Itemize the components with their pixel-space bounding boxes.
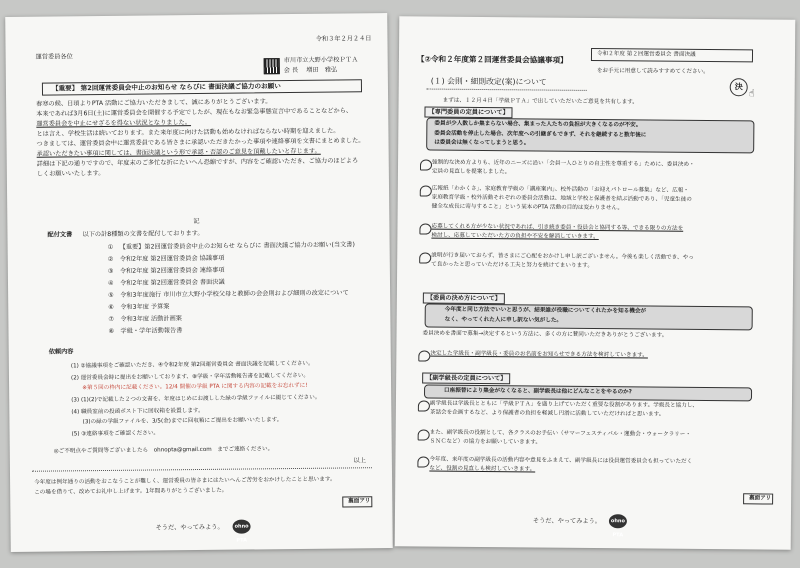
doc-title: 【重要】 第2回運営委員会中止のお知らせ ならびに 書面決議ご協力のお願い bbox=[51, 82, 281, 93]
ijou: 以上 bbox=[353, 457, 366, 465]
date: 令和３年２月２４日 bbox=[315, 35, 372, 43]
qr-code-icon bbox=[264, 58, 280, 74]
concern-3: は委員会は無くなってしまうと思う。 bbox=[434, 139, 530, 147]
requests-list: (1) ②協議事項をご確認いただき、④令和2年度 第2回運営委員会 書面決議を記載してください。 (2) 運営委員会時に提出をお願いしております、⑧学級・学年活動報告書を記載してください。 ※第５回の枠内に記載ください。12/4 開催の学級 PTA に関する内容の記載をお忘れずに! (3) (1)(2)で記載した２つの文書を、年度はじめにお渡しした緑の学級ファイルに綴じてください。 (4) 職員室前の投函ポスト下に回収箱を設置します。 (3)の緑の学級ファイルを、3/5(金)までに回収箱にご提出をお願いいたします。 (5) ③連絡事項をご確認ください。 bbox=[70, 360, 321, 438]
concern-6: 口座振替により集金がなくなると、副学級長は他にどんなことをやるのか? bbox=[444, 387, 632, 396]
speech-bubble-icon bbox=[418, 350, 430, 361]
response-1-line-1: 強制的な決め方よりも、近年のニーズに沿い「会員一人ひとりの自主性を尊重する」ために、委員決め・ bbox=[432, 159, 695, 168]
speech-bubble-icon bbox=[418, 400, 430, 411]
response-8-line-2: ＳＮＣなど）の協力をお願いしていきます。 bbox=[429, 438, 542, 446]
left-page bbox=[5, 13, 393, 552]
docs-label: 配付文書 bbox=[47, 231, 73, 239]
speech-bubble-icon bbox=[419, 252, 431, 263]
footer-slogan-right: そうだ、やってみよう。 bbox=[532, 517, 602, 526]
response-3-line-1: 応募してくれる方が少ない状況であれば、引き続き委員・役員会と協同する等、できる限りの方法を bbox=[431, 223, 684, 232]
concern-2: 委員会活動を停止した場合、次年度への引継ぎもできず、それを継続すると数年後に bbox=[434, 130, 647, 139]
speech-bubble-icon bbox=[419, 223, 431, 234]
response-2-line-1: 広報紙「わかくさ」、家庭教育学級の「講座案内」、校外活動の「お迎えパトロール募集」など、広報・ bbox=[431, 185, 689, 194]
callout-note: をお手元に用意して読みすすめてください。 bbox=[596, 68, 709, 75]
ki-heading: 記 bbox=[193, 217, 200, 226]
contact-line: ◎ご不明点やご質問等ございましたら ohnopta@gmail.com までご連絡ください。 bbox=[53, 446, 274, 455]
concern-4: 今年度と同じ方法でいいと思うが、結果誰が役職についてくれたかを知る機会が bbox=[444, 306, 647, 315]
pointing-hand-icon: ☝ bbox=[748, 88, 755, 100]
right-page bbox=[395, 16, 796, 549]
response-9-line-2: など、役割の見直しも検討していきます。 bbox=[429, 465, 536, 473]
request-label: 依頼内容 bbox=[48, 348, 74, 356]
sender-name: 会 長 増田 雅弘 bbox=[283, 66, 338, 75]
speech-bubble-icon bbox=[420, 185, 432, 196]
response-7-line-1: 副学級長は学級長とともに「学級ＰＴＡ」を盛り上げていただく重要な役割があります。学級長と協力し、 bbox=[429, 400, 699, 409]
response-5: 委員決めを書面で募集→決定するという方法に、多くの方に賛同いただきありがとうございます。 bbox=[422, 330, 668, 339]
response-1-line-2: 定員の見直しを提案しました。 bbox=[431, 168, 511, 176]
response-7-line-2: 茶話会を企画するなど、より保護者の負担を軽減し円滑に活動していただければと思います。 bbox=[429, 409, 665, 418]
intro-line: まずは、１２月４日「学級ＰＴＡ」で出していただいたご意見を共有します。 bbox=[442, 97, 638, 106]
response-3-line-2: 検討し、応募していただいた方の負担や不安を解消していきます。 bbox=[431, 232, 599, 241]
response-2-line-2: 家庭教育学級・校外活動それぞれの委員会活動は、地域と学校と保護者を結ぶ活動であり、「児童生徒の bbox=[431, 194, 692, 203]
subheading-committee-quota: 【専門委員の定員について】 bbox=[424, 107, 512, 119]
docs-list: ① 【重要】第2回運営委員会中止のお知らせ ならびに 書面決議ご協力のお願い(当文書) ② 令和2年度 第2回運営委員会 協議事項 ③ 令和2年度 第2回運営委員会 連絡事項 ④ 令和2年度 第2回運営委員会 書面決議 ⑤ 令和3年度施行 市川市立大野小学校父母と教師の会会則および細則の改定について ⑥ 令和3年度 予算案 ⑦ 令和3年度 活動計画案 ⑧ 学級・学年活動報告書 bbox=[107, 241, 355, 335]
footer-slogan: そうだ、やってみよう。 bbox=[155, 523, 224, 532]
pta-logo: ohno PTA bbox=[232, 519, 250, 533]
subheading-selection-method: 【委員の決め方について】 bbox=[423, 292, 505, 304]
response-4-line-2: て良かったと思っていただける工夫と努力を続けてまいります。 bbox=[431, 261, 593, 269]
section1-heading: (１) 会則・細則改定(案)について bbox=[430, 76, 547, 87]
response-9-line-1: 今年度、来年度の副学級長の活動内容や意見をふまえて、副学級長には役員運営委員会も担っていただく bbox=[429, 456, 693, 465]
addressee: 運営委員各位 bbox=[35, 53, 73, 61]
response-6: 決定した学級長・副学級長・委員のお名前をお知らせできる方法を検討していきます。 bbox=[430, 350, 648, 359]
docs-intro: 以下の計8種類の文書を配付しております。 bbox=[82, 229, 204, 239]
closing-line-1: 今年度は例年通りの活動をおこなうことが難しく、運営委員の皆さまにはたいへんご苦労をおかけしたことと思います。 bbox=[34, 476, 336, 486]
speech-bubble-icon bbox=[417, 456, 429, 467]
response-8-line-1: また、副学級長の役割として、各クラスのお手伝い（サマーフェスティバル・運動会・ウォークラリー・ bbox=[429, 429, 692, 438]
closing-line-2: この場を借りて、改めてお礼申し上げます。1年間ありがとうございました。 bbox=[34, 487, 228, 496]
reverse-side-note-right: 裏面アリ bbox=[748, 495, 772, 502]
concern-5: なく、やってくれた人に申し訳ない気がした。 bbox=[444, 316, 563, 324]
response-4-line-1: 説明が行き届いておらず、皆さまにご心配をおかけし申し訳ございません。今後も楽しく活動でき、やっ bbox=[431, 252, 694, 261]
doc-title-right: 【②令和２年度第２回運営委員会協議事項】 bbox=[416, 54, 568, 65]
speech-bubble-icon bbox=[418, 429, 430, 440]
callout-title: 令和２年度 第２回運営委員会 書面決議 bbox=[596, 51, 696, 58]
concern-1: 委員が少人数しか集まらない場合、集まった人たちの負担が大きくなるのが不安。 bbox=[434, 120, 642, 129]
body-paragraph: 春寒の候、日頃よりPTA 活動にご協力いただきまして、誠にありがとうございます。 本来であれば3月6日(土)に運営委員会を開催する予定でしたが、現在もなお緊急事態宣言中であることなどから、 運営委員会を中止にせざるを得ない状況となりました。 とは言え、学校生活は続いております。また来年度に向けた活動も始めなければならない時期を迎えました。 つきましては、運営委員会中に運営委員である皆さまに承認いただきたかった事項や連絡事項を文書にまとめました。 承認いただきたい事項に関しては、書面決議という形で承認・否認のご意見を頂戴したいと存じます。 詳細は下記の通りですので、年度末のご多忙な折にたいへん恐縮ですが、内容をご確認いただき、ご協力のほどよろ しくお願いいたします。 bbox=[36, 98, 365, 178]
pta-logo-right: ohno PTA bbox=[609, 514, 627, 528]
org-name: 市川市立大野小学校ＰＴＡ bbox=[283, 56, 358, 65]
subheading-vice-class-leader: 【副学級長の定員について】 bbox=[422, 372, 510, 384]
response-2-line-3: 健全な成長に寄与すること」という某本のPTA 活動の目的は変わりません。 bbox=[431, 203, 623, 212]
reverse-side-note: 裏面アリ bbox=[348, 498, 371, 505]
speech-bubble-icon bbox=[420, 159, 432, 170]
decision-icon: 決 bbox=[730, 78, 748, 96]
